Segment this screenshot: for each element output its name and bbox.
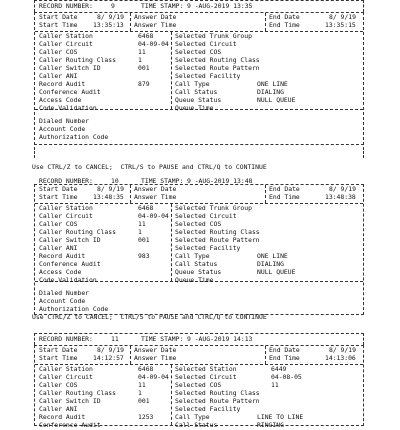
call-status-value: DIALING [257, 88, 284, 96]
time-stamp-label: TIME STAMP: [141, 2, 184, 10]
caller-routing-class-label: Caller Routing Class [39, 56, 116, 64]
selected-cos-value: 11 [271, 381, 279, 389]
caller-routing-class-label: Caller Routing Class [39, 228, 116, 236]
caller-circuit-value: 04-09-04 [138, 40, 169, 48]
queue-status-label: Queue Status [175, 96, 222, 104]
time-stamp-value: 9 -AUG-2019 13:48 [187, 177, 253, 185]
record-number-value: 11 [111, 335, 119, 343]
access-code-label: Access Code [39, 96, 82, 104]
queue-time-label: Queue Time [175, 276, 214, 284]
record-number-value: 9 [111, 2, 115, 10]
caller-station-label: Caller Station [39, 32, 93, 40]
caller-circuit-value: 04-09-04 [138, 212, 169, 220]
caller-ani-label: Caller ANI [39, 72, 78, 80]
caller-section [35, 32, 363, 110]
call-status-label: Call Status [175, 88, 218, 96]
selected-cos-label: Selected COS [175, 48, 222, 56]
selected-station-label: Selected Station [175, 365, 237, 373]
selected-route-pattern-label: Selected Route Pattern [175, 64, 260, 72]
selected-circuit-label: Selected Circuit [175, 373, 237, 381]
start-date-value: 8/ 9/19 [97, 346, 124, 354]
selected-routing-class-label: Selected Routing Class [175, 228, 260, 236]
start-date-label: Start Date [39, 346, 78, 354]
start-time-value: 13:48:35 [93, 193, 124, 201]
date-section [35, 13, 363, 32]
time-stamp-label: TIME STAMP: [141, 335, 184, 343]
record-audit-value: 983 [138, 252, 150, 260]
divider [171, 32, 172, 109]
selected-station-value: 6449 [271, 365, 287, 373]
call-record [34, 0, 364, 145]
end-time-value: 13:48:38 [325, 193, 356, 201]
end-time-label: End Time [269, 21, 300, 29]
caller-routing-class-value: 1 [138, 389, 142, 397]
queue-status-label: Queue Status [175, 268, 222, 276]
record-number-label: RECORD NUMBER: [39, 2, 93, 10]
divider [171, 204, 172, 281]
divider [265, 185, 266, 203]
caller-switch-id-value: 001 [138, 397, 150, 405]
divider [130, 185, 131, 203]
account-code-label: Account Code [39, 297, 86, 305]
start-date-value: 8/ 9/19 [97, 13, 124, 21]
caller-cos-value: 11 [138, 48, 146, 56]
start-time-label: Start Time [39, 193, 78, 201]
selected-routing-class-label: Selected Routing Class [175, 56, 260, 64]
selected-circuit-label: Selected Circuit [175, 212, 237, 220]
record-body [34, 184, 364, 315]
selected-cos-label: Selected COS [175, 220, 222, 228]
divider [130, 13, 131, 31]
start-time-label: Start Time [39, 21, 78, 29]
divider [265, 346, 266, 364]
conference-audit-label: Conference Audit [39, 88, 101, 96]
answer-date-label: Answer Date [134, 346, 177, 354]
date-section [35, 346, 363, 365]
queue-status-value: NULL QUEUE [257, 268, 296, 276]
caller-cos-value: 11 [138, 220, 146, 228]
record-audit-label: Record Audit [39, 413, 86, 421]
caller-ani-label: Caller ANI [39, 244, 78, 252]
call-status-value: RINGING [257, 421, 284, 429]
caller-routing-class-label: Caller Routing Class [39, 389, 116, 397]
dialed-number-label: Dialed Number [39, 289, 90, 297]
access-code-label: Access Code [39, 268, 82, 276]
answer-date-label: Answer Date [134, 13, 177, 21]
end-time-value: 13:35:15 [325, 21, 356, 29]
call-type-value: ONE LINE [257, 252, 288, 260]
caller-circuit-value: 04-09-04 [138, 373, 169, 381]
start-time-label: Start Time [39, 354, 78, 362]
record-body [34, 345, 364, 429]
record-audit-label: Record Audit [39, 80, 86, 88]
start-date-label: Start Date [39, 13, 78, 21]
selected-route-pattern-label: Selected Route Pattern [175, 397, 260, 405]
caller-routing-class-value: 1 [138, 228, 142, 236]
answer-time-label: Answer Time [134, 354, 177, 362]
call-type-label: Call Type [175, 80, 210, 88]
code-validation-label: Code Validation [39, 276, 97, 284]
dialed-section [35, 110, 363, 144]
end-date-value: 8/ 9/19 [329, 13, 356, 21]
authorization-code-label: Authorization Code [39, 305, 109, 313]
caller-circuit-label: Caller Circuit [39, 373, 93, 381]
queue-status-value: NULL QUEUE [257, 96, 296, 104]
start-time-value: 14:12:57 [93, 354, 124, 362]
record-header [34, 333, 364, 345]
selected-route-pattern-label: Selected Route Pattern [175, 236, 260, 244]
record-audit-value: 1253 [138, 413, 154, 421]
selected-trunk-group-label: Selected Trunk Group [175, 32, 252, 40]
caller-station-label: Caller Station [39, 365, 93, 373]
divider [265, 13, 266, 31]
divider [171, 365, 172, 425]
selected-trunk-group-label: Selected Trunk Group [175, 204, 252, 212]
end-time-value: 14:13:06 [325, 354, 356, 362]
date-section [35, 185, 363, 204]
divider [130, 346, 131, 364]
call-type-value: LINE TO LINE [257, 413, 304, 421]
caller-routing-class-value: 1 [138, 56, 142, 64]
call-status-label: Call Status [175, 421, 218, 429]
caller-section [35, 204, 363, 282]
record-audit-value: 879 [138, 80, 150, 88]
caller-cos-label: Caller COS [39, 48, 78, 56]
selected-facility-label: Selected Facility [175, 72, 241, 80]
answer-time-label: Answer Time [134, 193, 177, 201]
end-date-value: 8/ 9/19 [329, 185, 356, 193]
conference-audit-label: Conference Audit [39, 421, 101, 429]
record-audit-label: Record Audit [39, 252, 86, 260]
caller-switch-id-label: Caller Switch ID [39, 236, 101, 244]
end-date-value: 8/ 9/19 [329, 346, 356, 354]
dialed-section [35, 282, 363, 314]
caller-section [35, 365, 363, 429]
caller-ani-label: Caller ANI [39, 405, 78, 413]
record-number-value: 10 [111, 177, 119, 185]
caller-station-value: 6468 [138, 204, 154, 212]
caller-circuit-label: Caller Circuit [39, 212, 93, 220]
record-number-label: RECORD NUMBER: [39, 177, 93, 185]
start-date-label: Start Date [39, 185, 78, 193]
end-date-label: End Date [269, 346, 300, 354]
account-code-label: Account Code [39, 125, 86, 133]
caller-cos-value: 11 [138, 381, 146, 389]
record-body [34, 12, 364, 145]
time-stamp-value: 9 -AUG-2019 14:13 [187, 335, 253, 343]
record-header [34, 0, 364, 12]
time-stamp-value: 9 -AUG-2019 13:35 [187, 2, 253, 10]
call-record-body [34, 184, 364, 315]
dialed-number-label: Dialed Number [39, 117, 90, 125]
end-date-label: End Date [269, 13, 300, 21]
queue-time-label: Queue Time [175, 104, 214, 112]
time-stamp-label: TIME STAMP: [141, 177, 184, 185]
selected-circuit-label: Selected Circuit [175, 40, 237, 48]
start-date-value: 8/ 9/19 [97, 185, 124, 193]
pause-instructions: Use CTRL/Z to CANCEL; CTRL/S to PAUSE and CTRL/Q to CONTINUE [32, 163, 267, 171]
caller-cos-label: Caller COS [39, 381, 78, 389]
end-time-label: End Time [269, 193, 300, 201]
caller-switch-id-value: 001 [138, 236, 150, 244]
call-type-label: Call Type [175, 252, 210, 260]
answer-time-label: Answer Time [134, 21, 177, 29]
record-number-label: RECORD NUMBER: [39, 335, 93, 343]
caller-switch-id-label: Caller Switch ID [39, 64, 101, 72]
call-status-label: Call Status [175, 260, 218, 268]
caller-switch-id-label: Caller Switch ID [39, 397, 101, 405]
start-time-value: 13:35:13 [93, 21, 124, 29]
caller-switch-id-value: 001 [138, 64, 150, 72]
selected-circuit-value: 04-08-05 [271, 373, 302, 381]
answer-date-label: Answer Date [134, 185, 177, 193]
authorization-code-label: Authorization Code [39, 133, 109, 141]
caller-station-value: 6468 [138, 32, 154, 40]
call-type-value: ONE LINE [257, 80, 288, 88]
caller-station-value: 6468 [138, 365, 154, 373]
pause-instructions: Use CTRL/Z to CANCEL; CTRL/S to PAUSE and CTRL/Q to CONTINUE [32, 313, 267, 321]
call-type-label: Call Type [175, 413, 210, 421]
selected-routing-class-label: Selected Routing Class [175, 389, 260, 397]
end-time-label: End Time [269, 354, 300, 362]
caller-circuit-label: Caller Circuit [39, 40, 93, 48]
selected-facility-label: Selected Facility [175, 405, 241, 413]
conference-audit-label: Conference Audit [39, 260, 101, 268]
selected-facility-label: Selected Facility [175, 244, 241, 252]
end-date-label: End Date [269, 185, 300, 193]
code-validation-label: Code Validation [39, 104, 97, 112]
caller-station-label: Caller Station [39, 204, 93, 212]
call-status-value: DIALING [257, 260, 284, 268]
caller-cos-label: Caller COS [39, 220, 78, 228]
selected-cos-label: Selected COS [175, 381, 222, 389]
call-record [34, 333, 364, 429]
